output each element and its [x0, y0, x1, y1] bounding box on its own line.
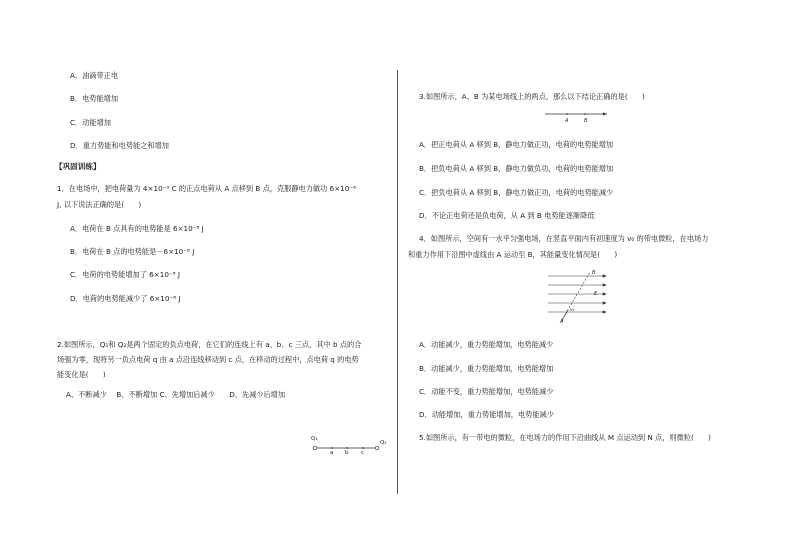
q4-option-c: C．动能不变，重力势能增加，电势能减少 [419, 387, 554, 396]
q1-option-c: C．电荷的电势能增加了 6×10⁻⁸ J [70, 270, 180, 279]
q3-option-d: D．不论正电荷还是负电荷，从 A 到 B 电势能逐渐降低 [419, 211, 595, 220]
column-divider [397, 70, 398, 494]
prev-option-b: B．电势能增加 [70, 94, 119, 103]
q1-option-b: B．电荷在 B 点的电势能是－6×10⁻⁸ J [70, 247, 195, 256]
q3-option-a: A．把正电荷从 A 移到 B，静电力做正功，电荷的电势能增加 [419, 140, 614, 149]
q3-figure [545, 110, 611, 120]
q4-figure [548, 266, 612, 326]
q4-label-e: E [594, 291, 598, 297]
q3-stem: 3.如图所示，A、B 为某电场线上的两点，那么以下结论正确的是( ) [419, 92, 645, 101]
q1-option-d: D．电荷的电势能减少了 6×10⁻⁸ J [70, 294, 181, 303]
q2-options: A、不断减少 B、不断增加 C、先增加后减少 D、先减少后增加 [66, 390, 286, 399]
q4-option-b: B．动能减少，重力势能增加，电势能增加 [419, 364, 554, 373]
q4-option-a: A．动能减少，重力势能增加，电势能减少 [419, 340, 554, 349]
q4-option-d: D．动能增加，重力势能增加，电势能减少 [419, 410, 554, 419]
section-title: 【巩固训练】 [55, 162, 101, 171]
q4-label-a: A [560, 319, 564, 325]
q4-stem-line1: 4．如图所示，空间有一水平匀强电场，在竖直平面内有初速度为 v₀ 的带电微粒，在电场力 [419, 234, 709, 243]
q2-label-a: a [330, 450, 334, 456]
q3-option-b: B．把负电荷从 A 移到 B，静电力做负功，电荷的电势能增加 [419, 164, 614, 173]
prev-option-c: C．动能增加 [70, 118, 111, 127]
prev-option-d: D．重力势能和电势能之和增加 [70, 141, 169, 150]
q3-label-a: A [565, 118, 569, 124]
q4-stem-line2: 和重力作用下沿图中虚线由 A 运动至 B，其能量变化情况是( ) [408, 250, 618, 259]
q2-label-c: c [361, 450, 365, 456]
q1-option-a: A．电荷在 B 点具有的电势能是 6×10⁻⁸ J [70, 224, 204, 233]
q2-label-q2: Q₂ [380, 440, 387, 446]
q2-stem-line1: 2.如图所示，Q₁和 Q₂是两个固定的负点电荷，在它们的连线上有 a、b、c 三点，其中 b 点的合 [57, 340, 362, 349]
q3-label-b: B [584, 118, 588, 124]
q2-label-b: b [345, 450, 349, 456]
q4-label-v0: v₀ [570, 308, 575, 313]
q2-stem-line2: 场强为零，现将另一负点电荷 q 由 a 点沿连线移动到 c 点，在移动的过程中，点电荷 q 的电势 [57, 355, 359, 364]
q2-label-q1: Q₁ [311, 436, 318, 442]
q5-stem: 5.如图所示，有一带电的微粒，在电场力的作用下沿曲线从 M 点运动到 N 点，则微粒( ) [419, 433, 711, 442]
q2-stem-line3: 能变化是( ) [57, 370, 106, 379]
q4-label-b: B [592, 270, 596, 276]
q1-stem-line2: J, 以下说法正确的是( ) [57, 200, 142, 209]
q1-stem-line1: 1．在电场中，把电荷量为 4×10⁻⁹ C 的正点电荷从 A 点移到 B 点，克服静电力做功 6×10⁻⁸ [57, 184, 356, 193]
q3-option-c: C．把负电荷从 A 移到 B，静电力做正功，电荷的电势能减少 [419, 188, 614, 197]
prev-option-a: A．油滴带正电 [70, 71, 119, 80]
